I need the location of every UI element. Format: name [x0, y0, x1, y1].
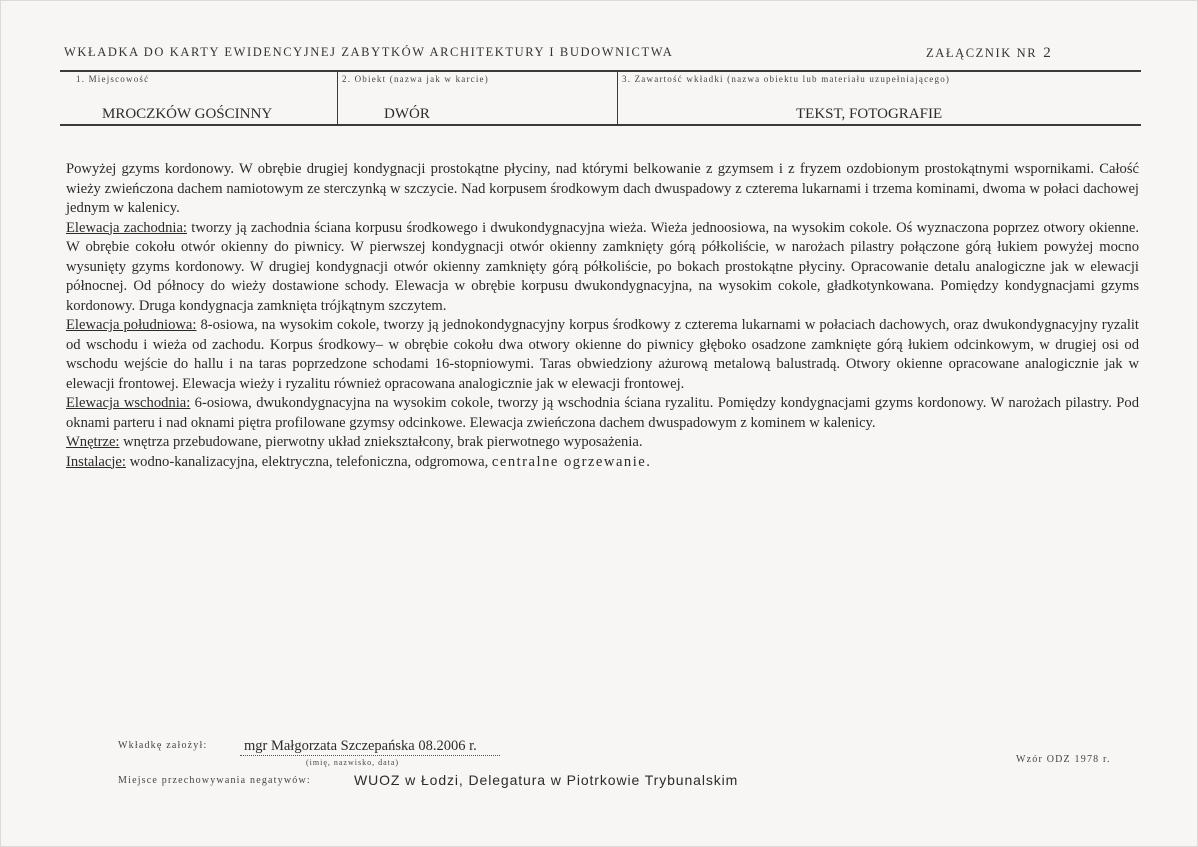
interior-heading: Wnętrze: [66, 434, 120, 450]
annex-number: 2 [1043, 45, 1051, 61]
description-body [66, 160, 1139, 472]
content-label: 3. Zawartość wkładki (nazwa obiektu lub materiału uzupełniającego) [622, 74, 951, 84]
founder-label: Wkładkę założył: [118, 740, 208, 751]
installations-paragraph [66, 453, 1139, 473]
annex-label [926, 45, 1051, 62]
negatives-value: WUOZ w Łodzi, Delegatura w Piotrkowie Trybunalskim [354, 772, 739, 788]
installations-text-spaced: centralne ogrzewanie. [491, 453, 652, 470]
header-top-rule [60, 70, 1141, 72]
intro-text: Powyżej gzyms kordonowy. W obrębie drugiej kondygnacji prostokątne płyciny, nad którymi belkowanie z gzymsem i z fryzem ozdobionym prostokątnymi wspornikami. Całość wieży zwieńczona dachem namiotowym ze sterczynką w szczycie. Nad korpusem środkowym dach dwuspadowy z czterema lukarnami i trzema kominami, dwoma w połaci dachowej jednym w kalenicy. [66, 161, 1139, 216]
header-bottom-rule [60, 124, 1141, 126]
locality-label: 1. Miejscowość [76, 74, 150, 84]
annex-label-text: ZAŁĄCZNIK NR [926, 46, 1038, 60]
object-label: 2. Obiekt (nazwa jak w karcie) [342, 74, 489, 84]
founder-dotted-line [240, 755, 500, 756]
east-elevation-paragraph [66, 394, 1139, 433]
locality-value: MROCZKÓW GOŚCINNY [102, 106, 273, 122]
intro-paragraph [66, 160, 1139, 219]
west-elevation-heading: Elewacja zachodnia: [66, 219, 187, 236]
west-elevation-text: tworzy ją zachodnia ściana korpusu środkowego i dwukondygnacyjna wieża. Wieża jednoosiowa, na wysokim cokole. Oś wyznaczona poprzez otwory okienne. W obrębie cokołu otwór okienny do piwnicy. W pierwszej kondygnacji otwór okienny zamknięty górą półkoliście, w narożach pilastry połączone górą łukiem powyżej mocno wysunięty gzyms kordonowy. W drugiej kondygnacji otwór okienny zamknięty górą półkoliście, po bokach prostokątne płyciny. Opracowanie detalu analogiczne jak w elewacji północnej. Od północy do wieży dostawione schody. Elewacja w obrębie korpusu dwukondygnacyjna, na wysokim cokole, gładkotynkowana. Pomiędzy kondygnacjami gzyms kordonowy. Druga kondygnacja zamknięta trójkątnym szczytem. [66, 219, 1140, 314]
south-elevation-paragraph [66, 316, 1139, 394]
installations-text: wodno-kanalizacyjna, elektryczna, telefoniczna, odgromowa, [125, 453, 492, 470]
object-value: DWÓR [384, 106, 430, 122]
east-elevation-heading: Elewacja wschodnia: [66, 395, 191, 411]
installations-heading: Instalacje: [66, 453, 126, 470]
negatives-label: Miejsce przechowywania negatywów: [118, 775, 311, 786]
east-elevation-text: 6-osiowa, dwukondygnacyjna na wysokim cokole, tworzy ją wschodnia ściana ryzalitu. Pomiędzy kondygnacjami gzyms kordonowy. W narożach pilastry. Pod oknami parteru i nad oknami piętra profilowane gzymsy odcinkowe. Elewacja zwieńczona dachem dwuspadowym z kominem w kalenicy. [66, 395, 1139, 431]
founder-value: mgr Małgorzata Szczepańska 08.2006 r. [244, 738, 477, 754]
field-divider-1 [337, 71, 338, 125]
south-elevation-heading: Elewacja południowa: [66, 317, 197, 333]
south-elevation-text: 8-osiowa, na wysokim cokole, tworzy ją jednokondygnacyjny korpus środkowy z czterema lukarnami w połaciach dachowych, oraz dwukondygnacyjny ryzalit od wschodu i wieża od zachodu. Korpus środkowy– w obrębie cokołu dwa otwory okienne do piwnicy głęboko osadzone zamknięte górą łukiem odcinkowym, w drugiej osi od wschodu wejście do hallu i na taras poprzedzone schodami 16-stopniowymi. Taras obwiedziony ażurową metalową balustradą. Otwory okienne opracowane analogicznie jak w elewacji frontowej. Elewacja wieży i ryzalitu również opracowana analogicznie jak w elewacji frontowej. [66, 317, 1139, 392]
founder-hint: (imię, nazwisko, data) [306, 758, 400, 767]
interior-paragraph [66, 433, 1139, 453]
form-pattern-label: Wzór ODZ 1978 r. [1016, 754, 1111, 765]
field-divider-2 [617, 71, 618, 125]
interior-text: wnętrza przebudowane, pierwotny układ zniekształcony, brak pierwotnego wyposażenia. [119, 434, 643, 450]
west-elevation-paragraph [66, 219, 1139, 317]
content-value: TEKST, FOTOGRAFIE [796, 106, 943, 122]
form-title: WKŁADKA DO KARTY EWIDENCYJNEJ ZABYTKÓW ARCHITEKTURY I BUDOWNICTWA [64, 45, 674, 59]
